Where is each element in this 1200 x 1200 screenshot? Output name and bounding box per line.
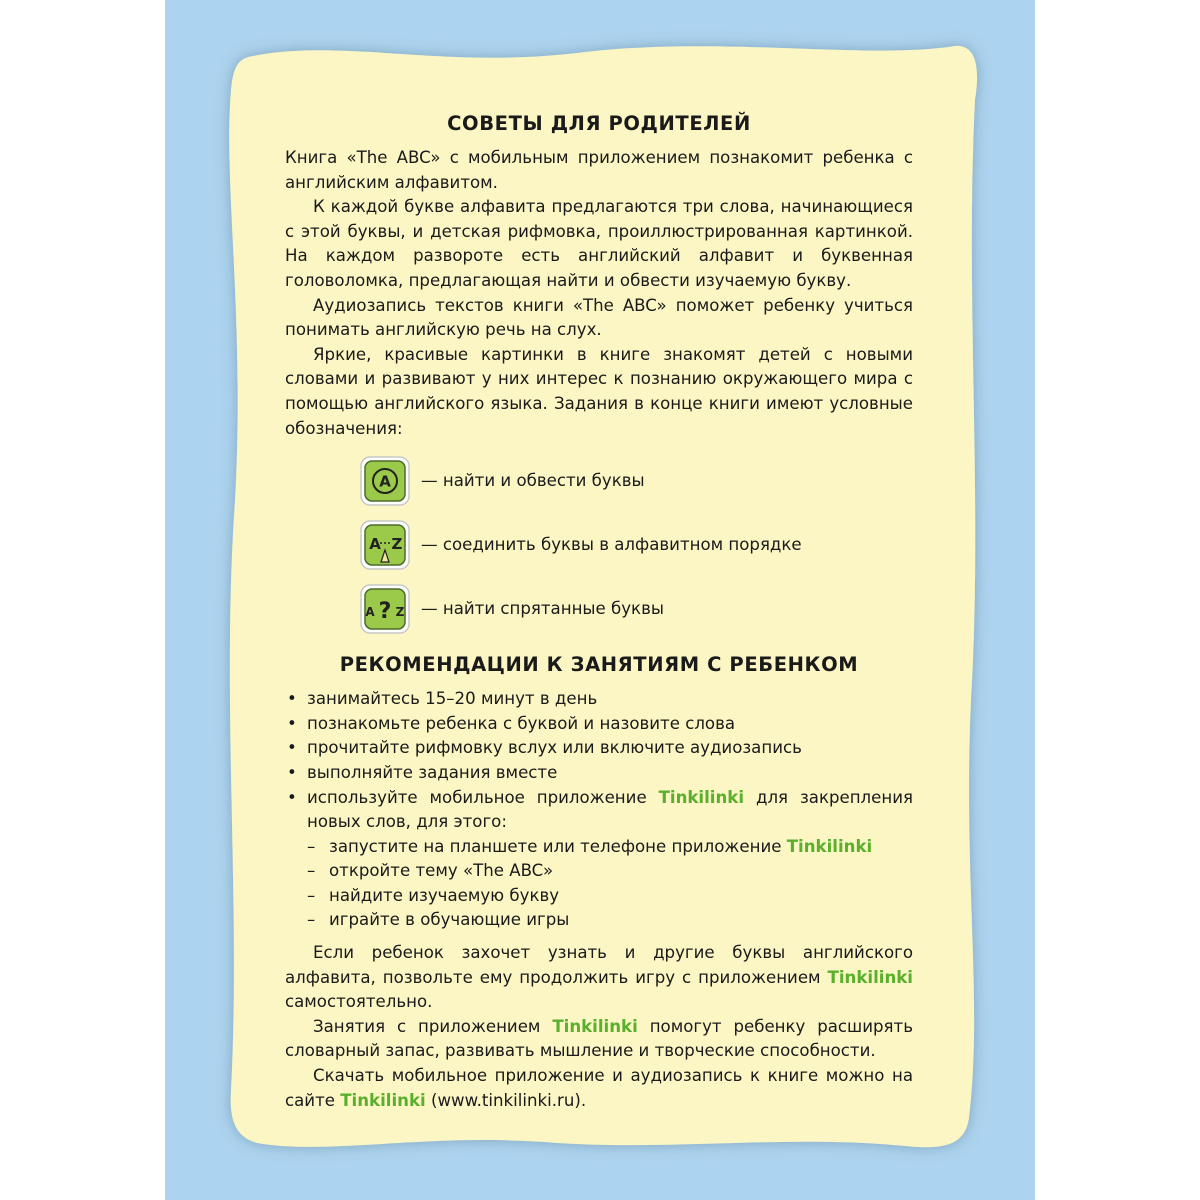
dash-mark: – xyxy=(307,910,316,930)
dash-mark: – xyxy=(307,885,316,905)
svg-text:A: A xyxy=(365,605,375,620)
tips-paragraph-1: Книга «The ABC» с мобильным приложением познакомит ребенка с английским алфавитом. xyxy=(285,148,913,192)
legend-row-a-to-z xyxy=(359,513,913,577)
legend-text-hidden: — найти спрятанные буквы xyxy=(421,598,664,618)
closing-paragraph-2: Занятия с приложением Tinkilinki помогут ребенку расширять словарный запас, развивать мышление и творческие способности. xyxy=(285,1016,913,1061)
svg-text:A: A xyxy=(369,535,381,554)
tips-title: СОВЕТЫ ДЛЯ РОДИТЕЛЕЙ xyxy=(447,112,751,135)
list-item: • выполняйте задания вместе xyxy=(285,761,913,786)
brand-name: Tinkilinki xyxy=(658,787,745,807)
list-item: – запустите на планшете или телефоне приложение Tinkilinki xyxy=(307,835,913,860)
recommendations-title: РЕКОМЕНДАЦИИ К ЗАНЯТИЯМ С РЕБЕНКОМ xyxy=(339,653,859,677)
bullet-mark: • xyxy=(287,787,297,807)
hidden-letters-icon xyxy=(359,583,411,635)
tips-paragraph-2: К каждой букве алфавита предлагаются три слова, начинающиеся с этой буквы, и детская рифмовка, проиллюстрированная картинкой. На каждом развороте есть английский алфавит и буквенная головоломка, предлагающая найти и обвести изучаемую букву. xyxy=(285,197,913,290)
tips-paragraph-4: Яркие, красивые картинки в книге знакомят детей с новыми словами и развивают у них интерес к познанию окружающего мира с помощью английского языка. Задания в конце книги имеют условные обозначения: xyxy=(285,344,913,438)
tips-paragraph-3: Аудиозапись текстов книги «The ABC» поможет ребенку учиться понимать английскую речь на слух. xyxy=(285,295,913,340)
app-steps-list xyxy=(285,835,913,933)
legend-text-a-to-z: — соединить буквы в алфавитном порядке xyxy=(421,534,802,554)
bullet-mark: • xyxy=(287,713,297,733)
page-background xyxy=(165,0,1035,1200)
legend-row-circle xyxy=(359,449,913,513)
content-column xyxy=(285,108,913,1113)
brand-name: Tinkilinki xyxy=(552,1016,638,1036)
list-item: • прочитайте рифмовку вслух или включите аудиозапись xyxy=(285,736,913,761)
a-to-z-icon xyxy=(359,519,411,571)
svg-text:?: ? xyxy=(378,599,392,625)
circle-letter-icon xyxy=(359,455,411,507)
dash-mark: – xyxy=(307,836,316,856)
bullet-mark: • xyxy=(287,689,297,709)
closing-paragraph-1: Если ребенок захочет узнать и другие буквы английского алфавита, позвольте ему продолжить игру с приложением Tinkilinki самостоятельно. xyxy=(285,943,913,1012)
legend-row-hidden xyxy=(359,577,913,641)
bullet-mark: • xyxy=(287,738,297,758)
list-item: – найдите изучаемую букву xyxy=(307,884,913,909)
task-legend xyxy=(359,449,913,641)
bullet-mark: • xyxy=(287,762,297,782)
website-link[interactable]: www.tinkilinki.ru xyxy=(437,1090,575,1110)
list-item: – играйте в обучающие игры xyxy=(307,908,913,933)
svg-text:Z: Z xyxy=(395,605,405,620)
svg-text:Z: Z xyxy=(391,535,403,554)
list-item-app: • используйте мобильное приложение Tinkilinki для закрепления новых слов, для этого: xyxy=(287,787,913,832)
list-item: • познакомьте ребенка с буквой и назовите слова xyxy=(285,712,913,737)
legend-text-circle: — найти и обвести буквы xyxy=(421,470,645,490)
closing-paragraph-3: Скачать мобильное приложение и аудиозапись к книге можно на сайте Tinkilinki (www.tinkilinki.ru). xyxy=(285,1066,913,1110)
brand-name: Tinkilinki xyxy=(786,836,873,856)
brand-name: Tinkilinki xyxy=(827,967,913,987)
dash-mark: – xyxy=(307,861,316,881)
recommendations-list xyxy=(285,687,913,835)
brand-name: Tinkilinki xyxy=(340,1090,426,1110)
list-item: – откройте тему «The ABC» xyxy=(307,859,913,884)
svg-text:A: A xyxy=(379,472,391,491)
list-item: • занимайтесь 15–20 минут в день xyxy=(285,687,913,712)
